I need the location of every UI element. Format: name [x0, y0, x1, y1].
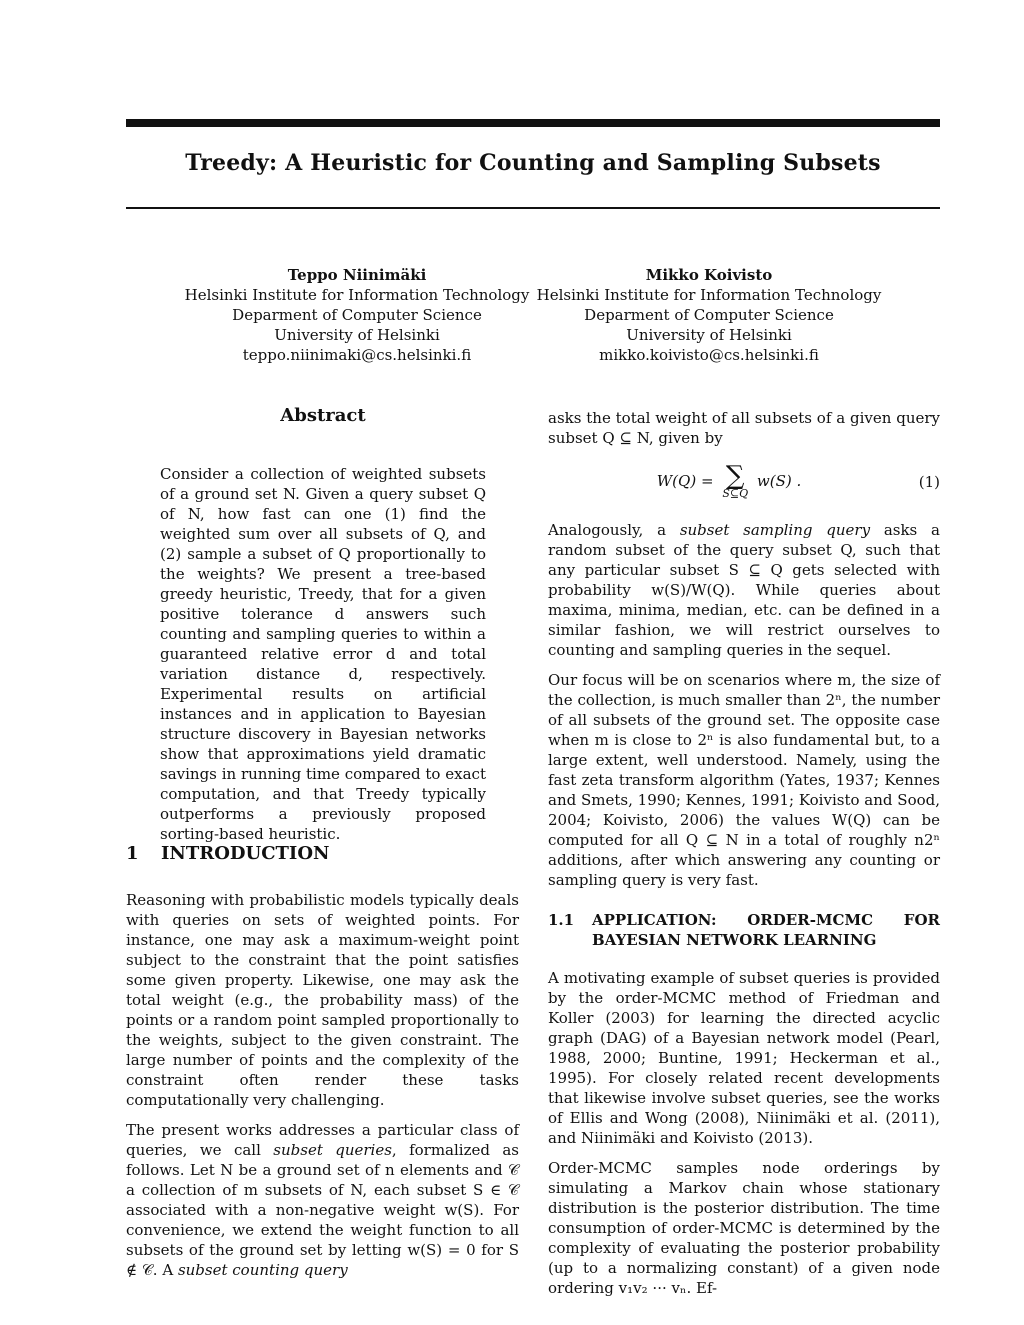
- emphasis: subset counting query: [177, 1261, 348, 1279]
- section-heading: [126, 843, 330, 864]
- author-block-2: [534, 265, 884, 365]
- title-rule-top: [126, 119, 940, 127]
- emphasis: subset sampling query: [679, 521, 871, 539]
- right-column: [548, 408, 940, 1308]
- text-span: asks a random subset of the query subset Q, such that any particular subset S ⊆ Q gets selected with probability w(S)/W(Q). While queries about maxima, minima, median, etc. can be defined in a similar fashion, we will restrict ourselves to counting and sampling queries in the sequel.: [548, 521, 940, 659]
- paragraph: [126, 1120, 519, 1280]
- left-column: [126, 890, 519, 1290]
- author-department: Deparment of Computer Science: [584, 306, 834, 324]
- equation-body: [548, 461, 910, 500]
- author-university: University of Helsinki: [626, 326, 792, 344]
- equation-number: (1): [918, 473, 940, 491]
- author-email: mikko.koivisto@cs.helsinki.fi: [599, 346, 819, 364]
- subsection-title: APPLICATION: ORDER-MCMC FOR BAYESIAN NETWORK LEARNING: [592, 911, 940, 949]
- paragraph: asks the total weight of all subsets of a given query subset Q ⊆ N, given by: [548, 409, 940, 447]
- equation-lhs: W(Q) =: [656, 472, 714, 490]
- paragraph: [548, 520, 940, 660]
- text-span: Analogously, a: [548, 521, 680, 539]
- emphasis: subset queries: [273, 1141, 392, 1159]
- equation-1: [548, 452, 940, 512]
- subsection-heading: [548, 910, 940, 950]
- abstract-body: [160, 464, 486, 854]
- abstract-text: Consider a collection of weighted subsets of a ground set N. Given a query subset Q of N, how fast can one (1) find the weighted sum over all subsets of Q, and (2) sample a subset of Q proportionally to the weights? We present a tree-based greedy heuristic, Treedy, that for a given positive tolerance d answers such counting and sampling queries to within a guaranteed relative error d and total variation distance d, respectively. Experimental results on artificial instances and in application to Bayesian structure discovery in Bayesian networks show that approximations yield dramatic savings in running time compared to exact computation, and that Treedy typically outperforms a previously proposed sorting-based heuristic.: [160, 465, 486, 843]
- title-rule-bottom: [126, 207, 940, 209]
- author-affiliation: Helsinki Institute for Information Technology: [184, 286, 530, 304]
- text-span: , formalized as follows. Let N be a ground set of n elements and 𝒞 a collection of m subsets of N, each subset S ∈ 𝒞 associated with a non-negative weight w(S). For convenience, we extend the weight function to all subsets of the ground set by letting w(S) = 0 for S ∉ 𝒞. A: [126, 1141, 520, 1279]
- sigma-icon: ∑: [725, 461, 745, 491]
- abstract-heading: Abstract: [280, 405, 366, 426]
- section-number: 1: [126, 843, 139, 864]
- paragraph: A motivating example of subset queries is provided by the order-MCMC method of Friedman and Koller (2003) for learning the directed acyclic graph (DAG) of a Bayesian network model (Pearl, 1988, 2000; Buntine, 1991; Heckerman et al., 1995). For closely related recent developments that likewise involve subset queries, see the works of Ellis and Wong (2008), Niinimäki et al. (2011), and Niinimäki and Koivisto (2013).: [548, 969, 940, 1147]
- author-university: University of Helsinki: [274, 326, 440, 344]
- paragraph: Reasoning with probabilistic models typically deals with queries on sets of weighted points. For instance, one may ask a maximum-weight point subject to the constraint that the point satisfies some given property. Likewise, one may ask the total weight (e.g., the probability mass) of the points or a random point sampled proportionally to the weights, subject to the given constraint. The large number of points and the complexity of the constraint often render these tasks computationally very challenging.: [126, 891, 519, 1109]
- text-span: The present works addresses a particular class of queries, we call: [126, 1121, 519, 1159]
- summation-symbol: [722, 461, 749, 500]
- summation-subscript: S⊆Q: [722, 487, 749, 500]
- author-department: Deparment of Computer Science: [232, 306, 482, 324]
- paper-title: Treedy: A Heuristic for Counting and Sampling Subsets: [185, 150, 881, 176]
- author-name: Mikko Koivisto: [645, 266, 773, 284]
- section-title: INTRODUCTION: [161, 843, 330, 864]
- paragraph: Our focus will be on scenarios where m, the size of the collection, is much smaller than 2ⁿ, the number of all subsets of the ground set. The opposite case when m is close to 2ⁿ is also fundamental but, to a large extent, well understood. Namely, using the fast zeta transform algorithm (Yates, 1937; Kennes and Smets, 1990; Kennes, 1991; Koivisto and Sood, 2004; Koivisto, 2006) the values W(Q) can be computed for all Q ⊆ N in a total of roughly n2ⁿ additions, after which answering any counting or sampling query is very fast.: [548, 671, 940, 889]
- equation-rhs: w(S) .: [756, 472, 802, 490]
- author-name: Teppo Niinimäki: [287, 266, 427, 284]
- paragraph: Order-MCMC samples node orderings by simulating a Markov chain whose stationary distribution is the posterior distribution. The time consumption of order-MCMC is determined by the complexity of evaluating the posterior probability (up to a normalizing constant) of a given node ordering v₁v₂ ··· vₙ. Ef-: [548, 1159, 940, 1297]
- subsection-number: 1.1: [548, 911, 575, 929]
- author-email: teppo.niinimaki@cs.helsinki.fi: [242, 346, 472, 364]
- author-affiliation: Helsinki Institute for Information Technology: [536, 286, 882, 304]
- author-block-1: [182, 265, 532, 365]
